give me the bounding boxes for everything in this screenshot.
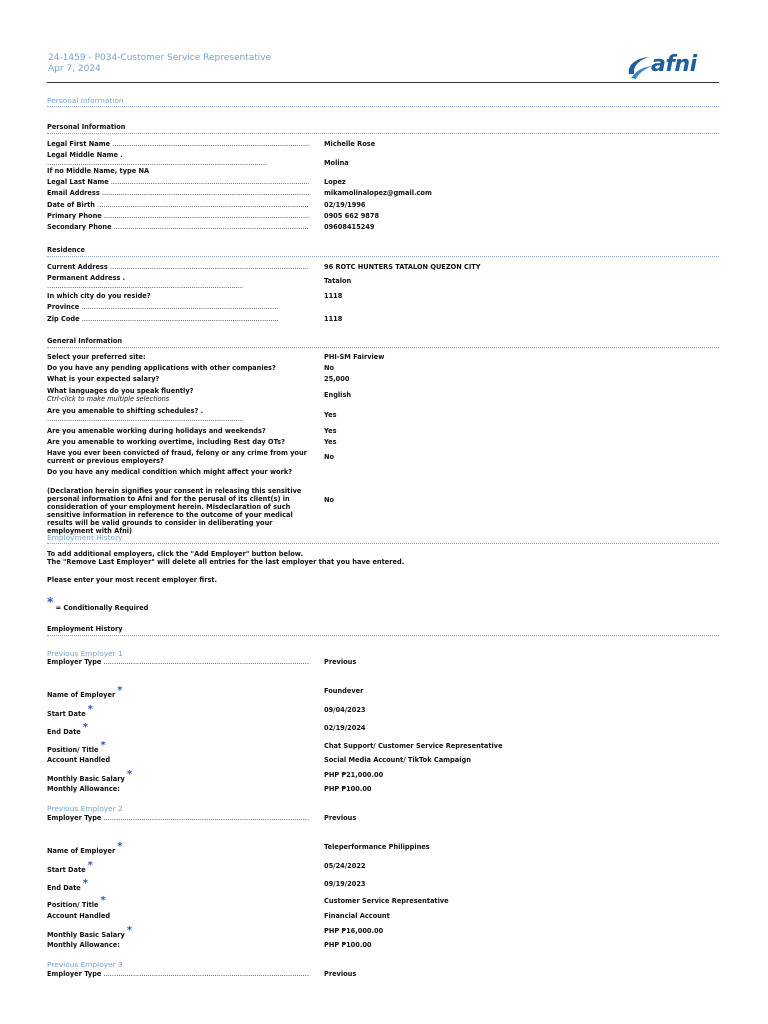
job-title: 24-1459 - P034-Customer Service Representative [48, 53, 272, 63]
field-label: In which city do you reside? [47, 292, 151, 300]
field-label: Monthly Basic Salary * [47, 925, 133, 939]
field-value: 09/04/2023 [324, 706, 366, 714]
field-label: Do you have any medical condition which might affect your work? [47, 468, 293, 476]
field-label: Start Date * [47, 860, 93, 874]
field-value: 1118 [324, 292, 343, 300]
field-value: Previous [324, 970, 357, 978]
field-value: Chat Support/ Customer Service Representative [324, 742, 503, 750]
required-star-icon: * [126, 925, 133, 936]
field-value: Social Media Account/ TikTok Campaign [324, 756, 471, 764]
field-label: Monthly Basic Salary * [47, 769, 133, 783]
required-legend [47, 595, 667, 612]
field-label-dots [47, 415, 243, 423]
field-label: Position/ Title * [47, 740, 106, 754]
employer-1-title: Previous Employer 1 [47, 649, 123, 658]
field-value: Yes [324, 427, 337, 435]
field-value: Molina [324, 159, 349, 167]
field-value: Yes [324, 411, 337, 419]
subsection-employment-history: Employment History [47, 625, 719, 636]
field-label: Primary Phone ..... [47, 212, 309, 220]
field-label: Account Handled [47, 912, 111, 920]
employer-3-title: Previous Employer 3 [47, 960, 123, 969]
subsection-general-information: General Information [47, 337, 719, 348]
field-label: Select your preferred site: [47, 353, 146, 361]
field-value: mikamolinalopez@gmail.com [324, 189, 432, 197]
required-star-icon: * [47, 595, 54, 609]
field-label: Are you amenable to working overtime, including Rest day OTs? [47, 438, 285, 446]
field-sublabel: Ctrl-click to make multiple selections [47, 395, 170, 403]
field-value: Financial Account [324, 912, 390, 920]
field-label: Secondary Phone ..... [47, 223, 309, 231]
field-label: Employer Type ..... [47, 970, 309, 978]
field-label: Account Handled [47, 756, 111, 764]
section-employment-history: Employment History [47, 533, 719, 544]
field-value: Yes [324, 438, 337, 446]
required-star-icon: * [100, 740, 106, 751]
field-value: Michelle Rose [324, 140, 376, 148]
application-document [47, 0, 719, 978]
field-value: PHP ₱21,000.00 [324, 771, 384, 779]
field-label: Employer Type ..... [47, 658, 309, 666]
logo-wordmark: afni [651, 52, 697, 77]
required-legend-text: = Conditionally Required [55, 604, 149, 612]
field-label: Name of Employer * [47, 685, 123, 699]
field-label: Position/ Title * [47, 895, 106, 909]
required-star-icon: * [117, 685, 123, 696]
header-divider [47, 82, 719, 83]
field-label-dots [47, 159, 309, 167]
swoosh-icon [625, 54, 653, 80]
document-header [47, 0, 719, 86]
field-value: No [324, 364, 335, 372]
field-label: Permanent Address . [47, 274, 126, 282]
field-label: Legal Last Name ..... [47, 178, 309, 186]
field-value: Customer Service Representative [324, 897, 449, 905]
field-label: Monthly Allowance: [47, 785, 120, 793]
field-value: 02/19/1996 [324, 201, 366, 209]
field-label: Name of Employer * [47, 841, 123, 855]
required-star-icon: * [117, 841, 123, 852]
field-value: Tatalon [324, 277, 352, 285]
employment-note-2: The "Remove Last Employer" will delete all entries for the last employer that you have entered. [47, 558, 405, 566]
employer-2-title: Previous Employer 2 [47, 804, 123, 813]
field-label: Current Address ..... [47, 263, 309, 271]
field-value: Lopez [324, 178, 346, 186]
field-label-dots [47, 282, 243, 290]
required-star-icon: * [87, 860, 93, 871]
field-value: 02/19/2024 [324, 724, 366, 732]
field-value: 96 ROTC HUNTERS TATALON QUEZON CITY [324, 263, 481, 271]
field-value: PHP ₱100.00 [324, 941, 372, 949]
field-value: No [324, 496, 335, 504]
employment-note-1: To add additional employers, click the "Add Employer" button below. [47, 550, 303, 558]
field-label: Email Address ..... [47, 189, 309, 197]
required-star-icon: * [82, 878, 88, 889]
field-value: Foundever [324, 687, 364, 695]
required-star-icon: * [126, 769, 133, 780]
field-label: Are you amenable to shifting schedules? . [47, 407, 204, 415]
field-label: Are you amenable working during holidays and weekends? [47, 427, 266, 435]
required-star-icon: * [87, 704, 93, 715]
field-label: Monthly Allowance: [47, 941, 120, 949]
field-value: 1118 [324, 315, 343, 323]
field-value: Previous [324, 814, 357, 822]
field-label: End Date * [47, 722, 88, 736]
field-label: Start Date * [47, 704, 93, 718]
required-star-icon: * [100, 895, 106, 906]
required-star-icon: * [82, 722, 88, 733]
field-value: English [324, 391, 352, 399]
field-declaration: (Declaration herein signifies your consent in releasing this sensitive personal information to Afni and for the perusal of its client(s) in consideration of your employment herein. Misdeclaration of such sensitive information in reference to the outcome of your medical results will be valid grounds to consider in deliberating your employment with Afni) [47, 487, 302, 535]
field-label: Do you have any pending applications with other companies? [47, 364, 276, 372]
field-label: Date of Birth ..... [47, 201, 309, 209]
subsection-personal-information: Personal Information [47, 123, 719, 134]
field-sublabel: If no Middle Name, type NA [47, 167, 150, 175]
field-value: Teleperformance Philippines [324, 843, 430, 851]
afni-logo [625, 52, 719, 82]
field-value: No [324, 453, 335, 461]
field-value: 05/24/2022 [324, 862, 366, 870]
field-label: What languages do you speak fluently? [47, 387, 194, 395]
subsection-residence: Residence [47, 246, 719, 257]
field-label: Legal Middle Name . [47, 151, 123, 159]
employment-note-3: Please enter your most recent employer first. [47, 576, 218, 584]
field-value: Previous [324, 658, 357, 666]
field-value: 09/19/2023 [324, 880, 366, 888]
field-value: PHP ₱100.00 [324, 785, 372, 793]
field-label: Have you ever been convicted of fraud, felony or any crime from your current or previous employers? [47, 449, 307, 465]
field-value: PHI-SM Fairview [324, 353, 385, 361]
field-label: What is your expected salary? [47, 375, 160, 383]
field-label: Province ..... [47, 303, 279, 311]
field-label: Employer Type ..... [47, 814, 309, 822]
field-label: End Date * [47, 878, 88, 892]
field-value: 09608415249 [324, 223, 375, 231]
field-value: 25,000 [324, 375, 350, 383]
field-value: PHP ₱16,000.00 [324, 927, 384, 935]
section-personal-information: Personal Information [47, 96, 719, 107]
field-label: Legal First Name ..... [47, 140, 309, 148]
field-label: Zip Code ..... [47, 315, 279, 323]
field-value: 0905 662 9878 [324, 212, 380, 220]
document-date: Apr 7, 2024 [48, 64, 101, 74]
